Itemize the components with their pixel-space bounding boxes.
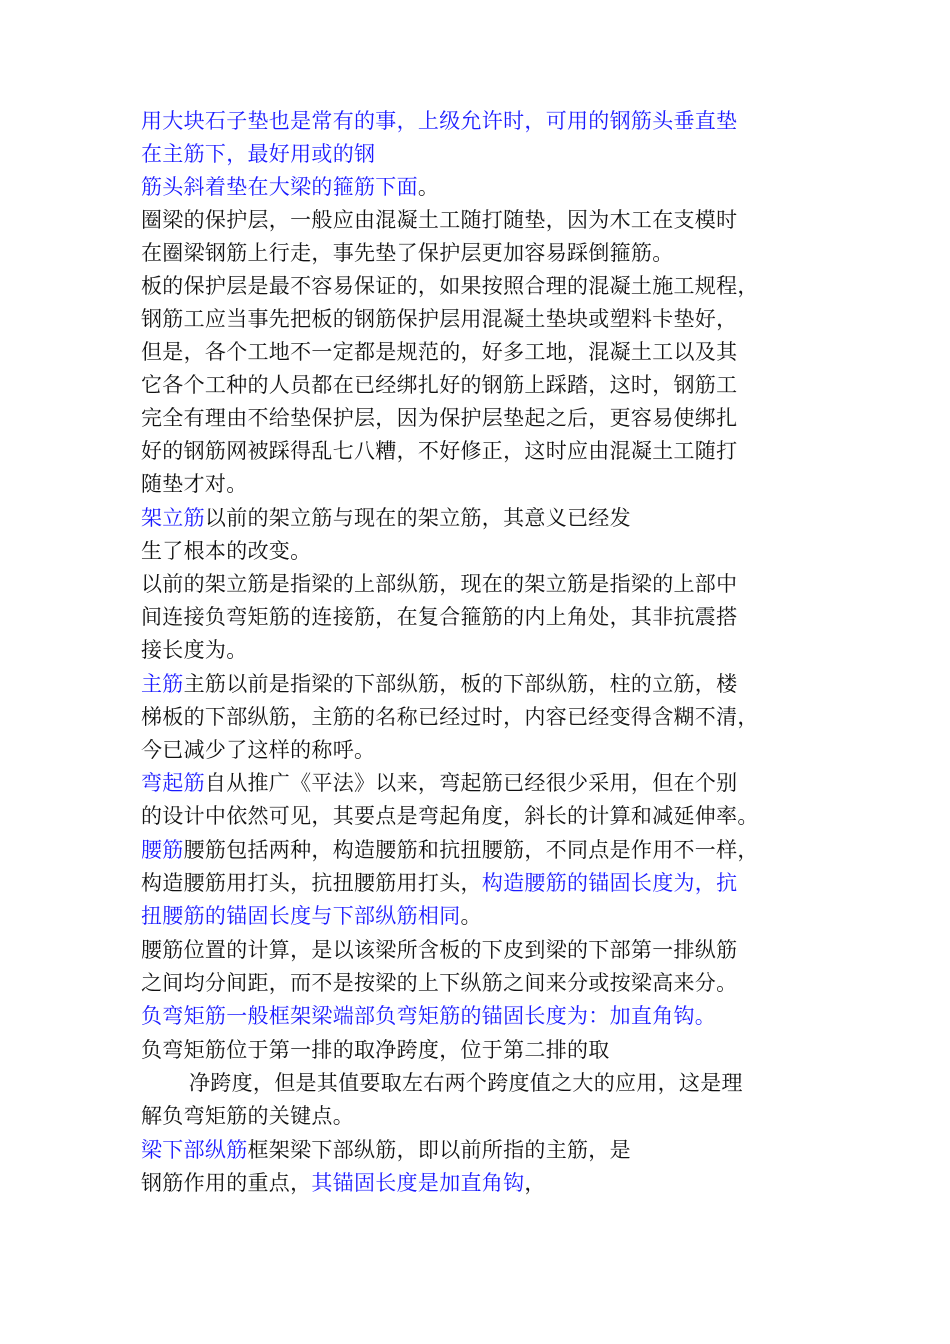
text-line <box>141 1036 610 1064</box>
text-segment: 筋头斜着垫在大梁的箍筋下面 <box>141 175 418 199</box>
text-line <box>141 338 737 366</box>
text-segment: 今已减少了这样的称呼。 <box>141 738 376 762</box>
text-line <box>141 936 737 964</box>
text-segment: 圈梁的保护层，一般应由混凝土工随打随垫，因为木工在支模时 <box>141 208 738 232</box>
text-segment: 。 <box>417 175 440 199</box>
text-line <box>141 173 439 201</box>
text-line <box>141 305 737 333</box>
text-line <box>141 802 759 830</box>
text-line <box>141 1102 354 1130</box>
text-segment: 以前的架立筋与现在的架立筋，其意义已经发 <box>204 506 631 530</box>
text-line <box>141 1136 631 1164</box>
text-line <box>141 239 674 267</box>
text-segment: 框架梁下部纵筋，即以前所指的主筋，是 <box>247 1138 631 1162</box>
text-segment: 主筋 <box>141 672 184 696</box>
text-segment: ， <box>524 1171 546 1195</box>
text-line <box>141 504 631 532</box>
text-segment: 好的钢筋网被踩得乱七八糟，不好修正，这时应由混凝土工随打 <box>141 439 738 463</box>
text-line <box>141 437 737 465</box>
text-line <box>141 836 759 864</box>
text-segment: 生了根本的改变。 <box>141 539 312 563</box>
text-line <box>141 636 248 664</box>
text-segment: 负弯矩筋一般框架梁端部负弯矩筋的锚固长度为：加直角钩。 <box>141 1004 717 1028</box>
text-segment: 在圈梁钢筋上行走，事先垫了保护层更加容易踩倒箍筋。 <box>141 241 674 265</box>
text-segment: 以前的架立筋是指梁的上部纵筋，现在的架立筋是指梁的上部中 <box>141 572 738 596</box>
text-segment: 扭腰筋的锚固长度与下部纵筋相同 <box>141 904 461 928</box>
text-segment: 完全有理由不给垫保护层，因为保护层垫起之后，更容易使绑扎 <box>141 406 738 430</box>
text-line <box>141 736 375 764</box>
text-line <box>141 969 737 997</box>
text-segment: 用大块石子垫也是常有的事，上级允许时，可用的钢筋头垂直垫 <box>141 109 738 133</box>
text-segment: 之间均分间距，而不是按梁的上下纵筋之间来分或按梁高来分。 <box>141 971 738 995</box>
text-segment: 构造腰筋的锚固长度为，抗 <box>481 871 738 895</box>
text-line <box>141 537 311 565</box>
text-segment: 其锚固长度是加直角钩 <box>311 1171 525 1195</box>
text-segment: 自从推广《平法》以来，弯起筋已经很少采用，但在个别 <box>204 771 738 795</box>
text-segment: 构造腰筋用打头，抗扭腰筋用打头， <box>141 871 482 895</box>
text-line <box>141 1002 716 1030</box>
text-segment: 随垫才对。 <box>141 472 248 496</box>
text-line <box>141 1169 546 1197</box>
text-segment: 负弯矩筋位于第一排的取净跨度，位于第二排的取 <box>141 1038 610 1062</box>
text-segment: 板的保护层是最不容易保证的，如果按照合理的混凝土施工规程， <box>141 274 759 298</box>
text-segment: 解负弯矩筋的关键点。 <box>141 1104 354 1128</box>
text-line <box>141 404 737 432</box>
text-line <box>141 603 737 631</box>
text-segment: 梯板的下部纵筋，主筋的名称已经过时，内容已经变得含糊不清， <box>141 705 759 729</box>
text-line <box>189 1069 743 1097</box>
text-line <box>141 140 375 168</box>
text-line <box>141 869 737 897</box>
text-segment: 弯起筋 <box>141 771 205 795</box>
text-line <box>141 107 737 135</box>
text-line <box>141 769 737 797</box>
text-segment: 净跨度，但是其值要取左右两个跨度值之大的应用，这是理 <box>189 1071 743 1095</box>
text-segment: 钢筋工应当事先把板的钢筋保护层用混凝土垫块或塑料卡垫好， <box>141 307 738 331</box>
text-segment: 腰筋包括两种，构造腰筋和抗扭腰筋，不同点是作用不一样， <box>183 838 759 862</box>
text-segment: 它各个工种的人员都在已经绑扎好的钢筋上踩踏，这时，钢筋工 <box>141 373 738 397</box>
text-line <box>141 272 759 300</box>
text-segment: 。 <box>460 904 482 928</box>
text-line <box>141 206 737 234</box>
text-line <box>141 670 737 698</box>
text-segment: 腰筋位置的计算，是以该梁所含板的下皮到梁的下部第一排纵筋 <box>141 938 738 962</box>
text-segment: 接长度为。 <box>141 638 248 662</box>
text-segment: 梁下部纵筋 <box>141 1138 248 1162</box>
text-line <box>141 470 248 498</box>
text-segment: 腰筋 <box>141 838 184 862</box>
text-segment: 主筋以前是指梁的下部纵筋，板的下部纵筋，柱的立筋，楼 <box>183 672 738 696</box>
text-segment: 但是，各个工地不一定都是规范的，好多工地，混凝土工以及其 <box>141 340 738 364</box>
text-segment: 在主筋下，最好用或的钢 <box>141 142 376 166</box>
text-segment: 间连接负弯矩筋的连接筋，在复合箍筋的内上角处，其非抗震搭 <box>141 605 738 629</box>
text-line <box>141 371 737 399</box>
text-segment: 的设计中依然可见，其要点是弯起角度，斜长的计算和减延伸率。 <box>141 804 759 828</box>
text-line <box>141 902 482 930</box>
text-line <box>141 570 737 598</box>
text-segment: 架立筋 <box>141 506 205 530</box>
text-segment: 钢筋作用的重点， <box>141 1171 312 1195</box>
text-line <box>141 703 759 731</box>
